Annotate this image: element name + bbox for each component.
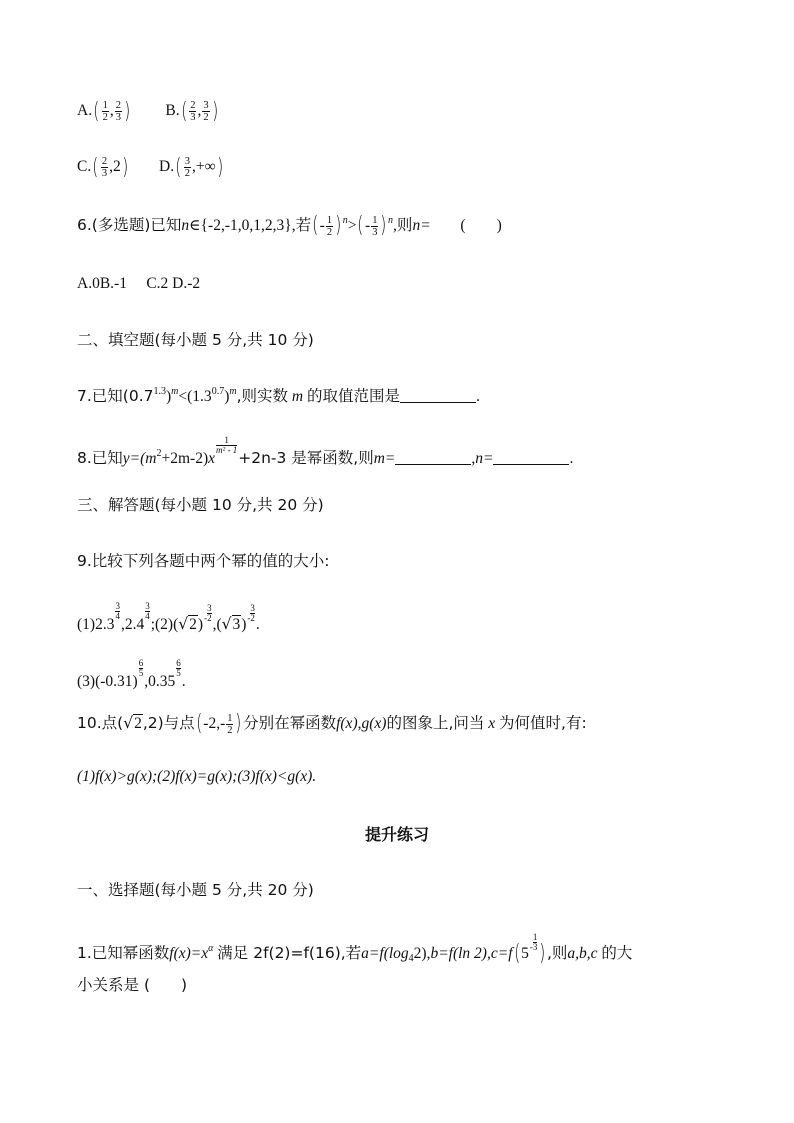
blank-field-m[interactable] xyxy=(395,450,471,465)
blank-field-n[interactable] xyxy=(493,450,569,465)
question-8: 8.已知$y=(m^2+2m-2)x$ $\frac{1}{\text{m² - 1}}$ +2n-3 是幂函数,则m= ,n= . xyxy=(77,435,574,467)
section-solve: 三、解答题(每小题 10 分,共 20 分) xyxy=(77,496,324,514)
option-c-label: C. xyxy=(77,158,92,176)
option-a-label: A. xyxy=(77,102,93,120)
question-1-improve-line2: 小关系是 ( ) xyxy=(77,976,188,994)
question-10: 10.点(√2,2)与点(-2,- $\frac{1}{2}$ )分别在幂函数f(x),g(x)的图象上,问当 x 为何值时,有: xyxy=(77,711,587,737)
answer-bracket: ( ) xyxy=(143,976,188,994)
q5-options-ab: A.( $\frac{1}{2}$ , $\frac{2}{3}$ ) B.( $\frac{2}{3}$ , $\frac{3}{2}$ ) xyxy=(77,98,218,124)
question-7: 7.已知$(0.7^{1.3})^m<(1.3^{0.7})^m$,则实数 m 的取值范围是 . xyxy=(77,386,480,405)
question-6: 6.(多选题)已知n∈{-2,-1,0,1,2,3},若(- $\frac{1}{2}$ )$^n$>(- $\frac{1}{3}$ )$^n$,则n= ( ) xyxy=(77,213,502,239)
section-heading-improve: 提升练习 xyxy=(364,825,429,844)
question-9-part-1-2: (1)2.3 $\frac{3}{4}$ ,2.4 $\frac{3}{4}$ ;(2)(√2)- $\frac{3}{2}$ ,(√3)- $\frac{3}{2}$ . xyxy=(77,601,260,633)
option-b-label: B. xyxy=(165,102,180,120)
option-d-label: D. xyxy=(159,158,175,176)
q5-options-cd: C.( $\frac{2}{3}$ ,2) D.( $\frac{3}{2}$ ,+∞) xyxy=(77,154,223,180)
question-9-part-3: (3)(-0.31) $\frac{6}{5}$ ,0.35 $\frac{6}{5}$ . xyxy=(77,658,186,690)
question-1-improve: 1.已知幂函数$f(x)=x^\alpha$ 满足 2f(2)=f(16),若$a=f(\log_42),b=f(\ln$ 2),c=f(5- $\frac{1}{3}$ ),则a,b,c 的大 xyxy=(77,932,633,967)
section-fill-in: 二、填空题(每小题 5 分,共 10 分) xyxy=(77,331,314,349)
answer-bracket: ( ) xyxy=(460,217,502,234)
q6-options: A.0B.-1 C.2 D.-2 xyxy=(77,275,201,292)
question-9: 9.比较下列各题中两个幂的值的大小: xyxy=(77,552,330,570)
question-10-cases: (1)f(x)>g(x);(2)f(x)=g(x);(3)f(x)<g(x). xyxy=(77,768,317,785)
blank-field[interactable] xyxy=(400,388,476,403)
section-choice: 一、选择题(每小题 5 分,共 20 分) xyxy=(77,881,314,899)
